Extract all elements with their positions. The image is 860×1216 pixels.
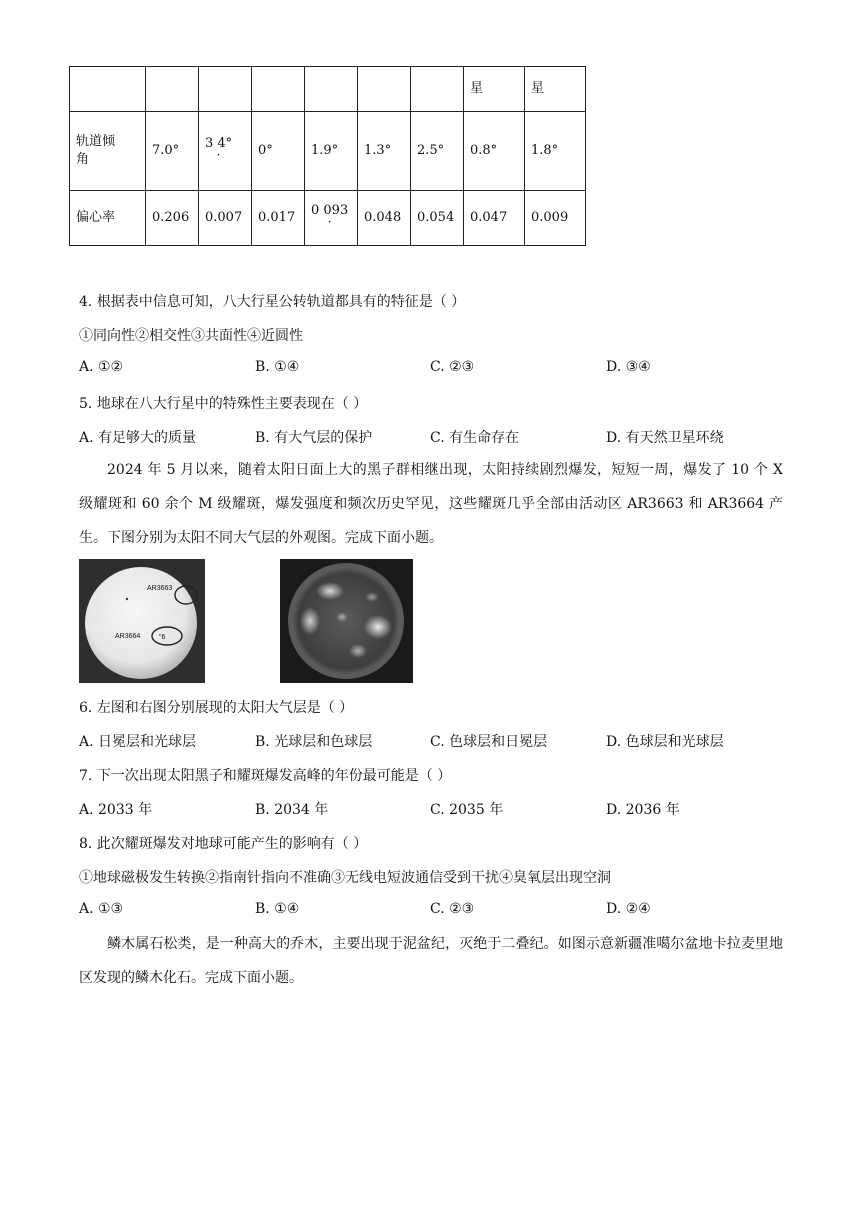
table-cell: [305, 191, 358, 246]
sunspot-group-mark: "6: [159, 634, 166, 641]
sun-disk: [85, 567, 197, 679]
question-5-option-b[interactable]: B. 有大气层的保护: [255, 430, 373, 446]
question-6-option-d[interactable]: D. 色球层和光球层: [606, 734, 724, 750]
table-cell: [70, 67, 146, 112]
question-7-option-b[interactable]: B. 2034 年: [255, 802, 329, 818]
table-cell: 0.206: [146, 191, 199, 246]
question-8-option-a[interactable]: A. ①③: [79, 901, 124, 917]
table-row-eccentricity: [70, 191, 586, 246]
sun-photosphere-graphic: [79, 559, 205, 683]
table-cell: 0.047: [464, 191, 525, 246]
table-cell: 1.3°: [358, 112, 411, 191]
table-row-inclination: [70, 112, 586, 191]
table-cell: 0.009: [525, 191, 586, 246]
question-6-option-c[interactable]: C. 色球层和日冕层: [430, 734, 548, 750]
question-5-option-d[interactable]: D. 有天然卫星环绕: [606, 430, 724, 446]
question-7-option-c[interactable]: C. 2035 年: [430, 802, 504, 818]
question-4-items: ①同向性②相交性③共面性④近圆性: [79, 328, 303, 344]
row-label-line: 角: [76, 152, 90, 167]
question-6-option-b[interactable]: B. 光球层和色球层: [255, 734, 373, 750]
question-5-stem: 5. 地球在八大行星中的特殊性主要表现在（ ）: [79, 396, 368, 412]
split-value-top: 0 093: [311, 203, 349, 219]
table-cell: 星: [525, 67, 586, 112]
question-4-option-a[interactable]: A. ①②: [79, 359, 124, 375]
table-cell: 0.048: [358, 191, 411, 246]
label-ar3664: AR3664: [115, 633, 141, 640]
table-cell: 0°: [252, 112, 305, 191]
question-4-option-c[interactable]: C. ②③: [430, 359, 475, 375]
split-value-dot: ·: [327, 215, 332, 230]
question-7-option-d[interactable]: D. 2036 年: [606, 802, 680, 818]
table-cell: [358, 67, 411, 112]
table-cell: 7.0°: [146, 112, 199, 191]
question-4-option-d[interactable]: D. ③④: [606, 359, 651, 375]
label-ar3663: AR3663: [147, 585, 173, 592]
table-cell: 0.017: [252, 191, 305, 246]
table-cell: [199, 112, 252, 191]
table-cell: [199, 67, 252, 112]
question-6-stem: 6. 左图和右图分别展现的太阳大气层是（ ）: [79, 700, 354, 716]
split-value: [205, 136, 233, 163]
table-cell: 0.054: [411, 191, 464, 246]
table-cell: 1.8°: [525, 112, 586, 191]
question-4-option-b[interactable]: B. ①④: [255, 359, 300, 375]
table-cell: [146, 67, 199, 112]
split-value: [311, 203, 349, 230]
question-8-option-b[interactable]: B. ①④: [255, 901, 300, 917]
planet-orbit-table: [69, 66, 586, 246]
sunspot: [126, 598, 128, 600]
table-cell: 星: [464, 67, 525, 112]
table-row-header: [70, 67, 586, 112]
question-8-stem: 8. 此次耀斑爆发对地球可能产生的影响有（ ）: [79, 836, 368, 852]
question-8-option-c[interactable]: C. ②③: [430, 901, 475, 917]
sun-chromosphere-image: [280, 559, 413, 683]
question-7-stem: 7. 下一次出现太阳黑子和耀斑爆发高峰的年份最可能是（ ）: [79, 768, 452, 784]
sun-photosphere-image: [79, 559, 205, 683]
row-label-line: 轨道倾: [76, 134, 116, 150]
row-label-inclination: [70, 112, 146, 191]
table-cell: 0.007: [199, 191, 252, 246]
question-4-stem: 4. 根据表中信息可知，八大行星公转轨道都具有的特征是（ ）: [79, 294, 466, 310]
split-value-dot: ·: [216, 148, 221, 163]
split-value-top: 3 4°: [205, 136, 233, 152]
question-6-option-a[interactable]: A. 日冕层和光球层: [79, 734, 197, 750]
question-7-option-a[interactable]: A. 2033 年: [79, 802, 153, 818]
table-cell: 0.8°: [464, 112, 525, 191]
table-cell: [305, 67, 358, 112]
table-cell: [252, 67, 305, 112]
table-cell: [411, 67, 464, 112]
table-cell: 1.9°: [305, 112, 358, 191]
question-8-option-d[interactable]: D. ②④: [606, 901, 651, 917]
passage-solar-flares: [79, 453, 783, 555]
passage-text: 鳞木属石松类，是一种高大的乔木，主要出现于泥盆纪，灭绝于二叠纪。如图示意新疆准噶尔盆地卡拉麦里地区发现的鳞木化石。完成下面小题。: [79, 936, 783, 986]
row-label-eccentricity: 偏心率: [70, 191, 146, 246]
passage-text: 2024 年 5 月以来，随着太阳日面上大的黑子群相继出现，太阳持续剧烈爆发，短短一周，爆发了 10 个 X 级耀斑和 60 余个 M 级耀斑，爆发强度和频次历史罕见，这些耀斑几乎全部由活动区 AR3663 和 AR3664 产生。下图分别为太阳不同大气层的外观图。完成下面小题。: [79, 462, 783, 546]
table-cell: 2.5°: [411, 112, 464, 191]
question-5-option-a[interactable]: A. 有足够大的质量: [79, 430, 197, 446]
question-8-items: ①地球磁极发生转换②指南针指向不准确③无线电短波通信受到干扰④臭氧层出现空洞: [79, 870, 611, 886]
passage-lepidodendron: [79, 927, 783, 995]
question-5-option-c[interactable]: C. 有生命存在: [430, 430, 520, 446]
sun-chromosphere-graphic: [280, 559, 413, 683]
